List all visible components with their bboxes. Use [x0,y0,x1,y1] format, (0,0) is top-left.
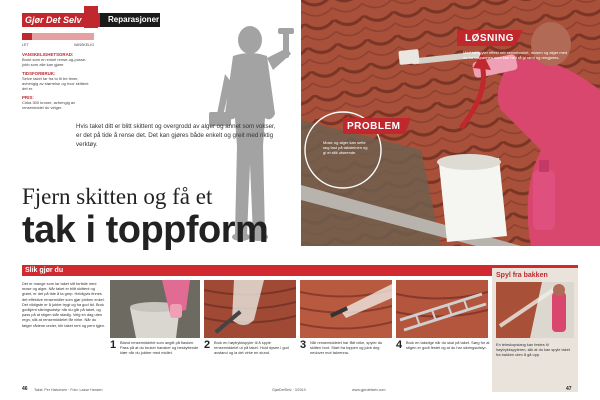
step-2-photo [204,280,296,338]
step-1-text: Bland rensemiddelet som angitt på flasken. Pass på at du bruker hansker og beskyttende klær når du jobber med midlet. [120,340,199,356]
intro-paragraph: Hvis taket ditt er blitt skittent og overgrodd av alger og annet som vokser, er det på tide å rense det. Det kan gjøres både enkelt og greit med riktig verktøy. [76,123,276,149]
tip-box-text: En teleskopstang kan festes til høytrykkspyleren, slik at du kan spyle taket fra bakken uten å gå opp. [496,342,570,358]
tips-body-text: Det er mange som lar taket sitt forfalle med mose og alger. Når taket er blitt skittent og grønt, er det på tide å ta grep. Heldigvis finnes det effektive rensemidler som gjør jobben enkel. Det viktigste er å jobbe trygt og ha god tid. Bruk godkjent sikringsutstyr når du går på taket, og pass på at stigen står stødig. Velg en dag uten regn, slik at rensemiddelet får virke. Når du følger rådene under, blir taket rent og pent igjen. [22,281,106,328]
time-text: Selve taket tar fra to til tre timer, avhengig av størrelse og hvor skittent det er. [22,76,89,91]
step-2-text: Bruk en høytrykkspyler til å spyle rensemiddelet ut på taket. Hold dysen i god avstand og la det virke en stund. [214,340,289,356]
headline-line-2: tak i toppform [22,209,269,251]
step-4-photo [396,280,488,338]
difficulty-label: VANSKELIGHETSGRAD: [22,52,74,57]
tip-box-heading: Spyl fra bakken [496,272,548,279]
center-right-footer: www.gjordetselv.com [352,388,386,392]
info-sidebar [22,31,94,110]
headline-line-1: Fjern skitten og få et [22,184,213,209]
step-4-text: Bruk en takstige når du skal på taket. Sørg for at stigen er godt festet og at du har sikringsutstyr. [406,340,490,351]
gauge-scale [22,43,94,48]
right-page-number: 47 [566,386,572,392]
roof-cleaning-photo [301,0,600,246]
roof-illustration [301,0,600,246]
difficulty-gauge [22,33,94,40]
left-footer-credits: Takst: Per Halvorsen · Foto: Lasse Hansen [34,388,103,392]
solution-label: LØSNING [465,33,515,44]
step-3-text: Når rensemiddelet har fått virke, spyler du skitten bort. Start fra toppen og jobb deg nedover mot takrenna. [310,340,383,356]
step-2-number: 2 [204,339,211,351]
price-text: Cirka 300 kroner, avhengig av rensemiddel du velger. [22,100,76,110]
tip-box-photo [496,282,574,338]
step-3-number: 3 [300,339,307,351]
step-3-photo [300,280,392,338]
solution-caption: Med takspyler effekt rett sensebruket, mosen og alger med de fra takpannen som kan helt rå gi ramt og rengjøres. [463,50,568,60]
step-1-number: 1 [110,339,117,351]
time-label: TIDSFORBRUK: [22,71,56,76]
left-page-number: 46 [22,386,28,392]
difficulty-text: Brukt som en enkel rense-og-pusse-jobb som alle kan gjøre. [22,57,87,67]
section-badge: Gjør Det Selv [22,13,100,27]
steps-heading: Slik gjør du [25,267,64,274]
problem-caption: Mose og alger kan sette seg fast på taksteinen og gi et slitt utseende. [323,140,368,155]
price-label: PRIS: [22,95,34,100]
gauge-right-label: VANSKELIG [73,43,94,47]
step-4-number: 4 [396,339,403,351]
gauge-left-label: LET [22,43,29,47]
center-footer: GjørDetSelv · 3/2010 [272,388,306,392]
category-badge: Reparasjoner [100,13,160,27]
problem-label: PROBLEM [347,121,401,132]
step-1-photo [110,280,200,338]
